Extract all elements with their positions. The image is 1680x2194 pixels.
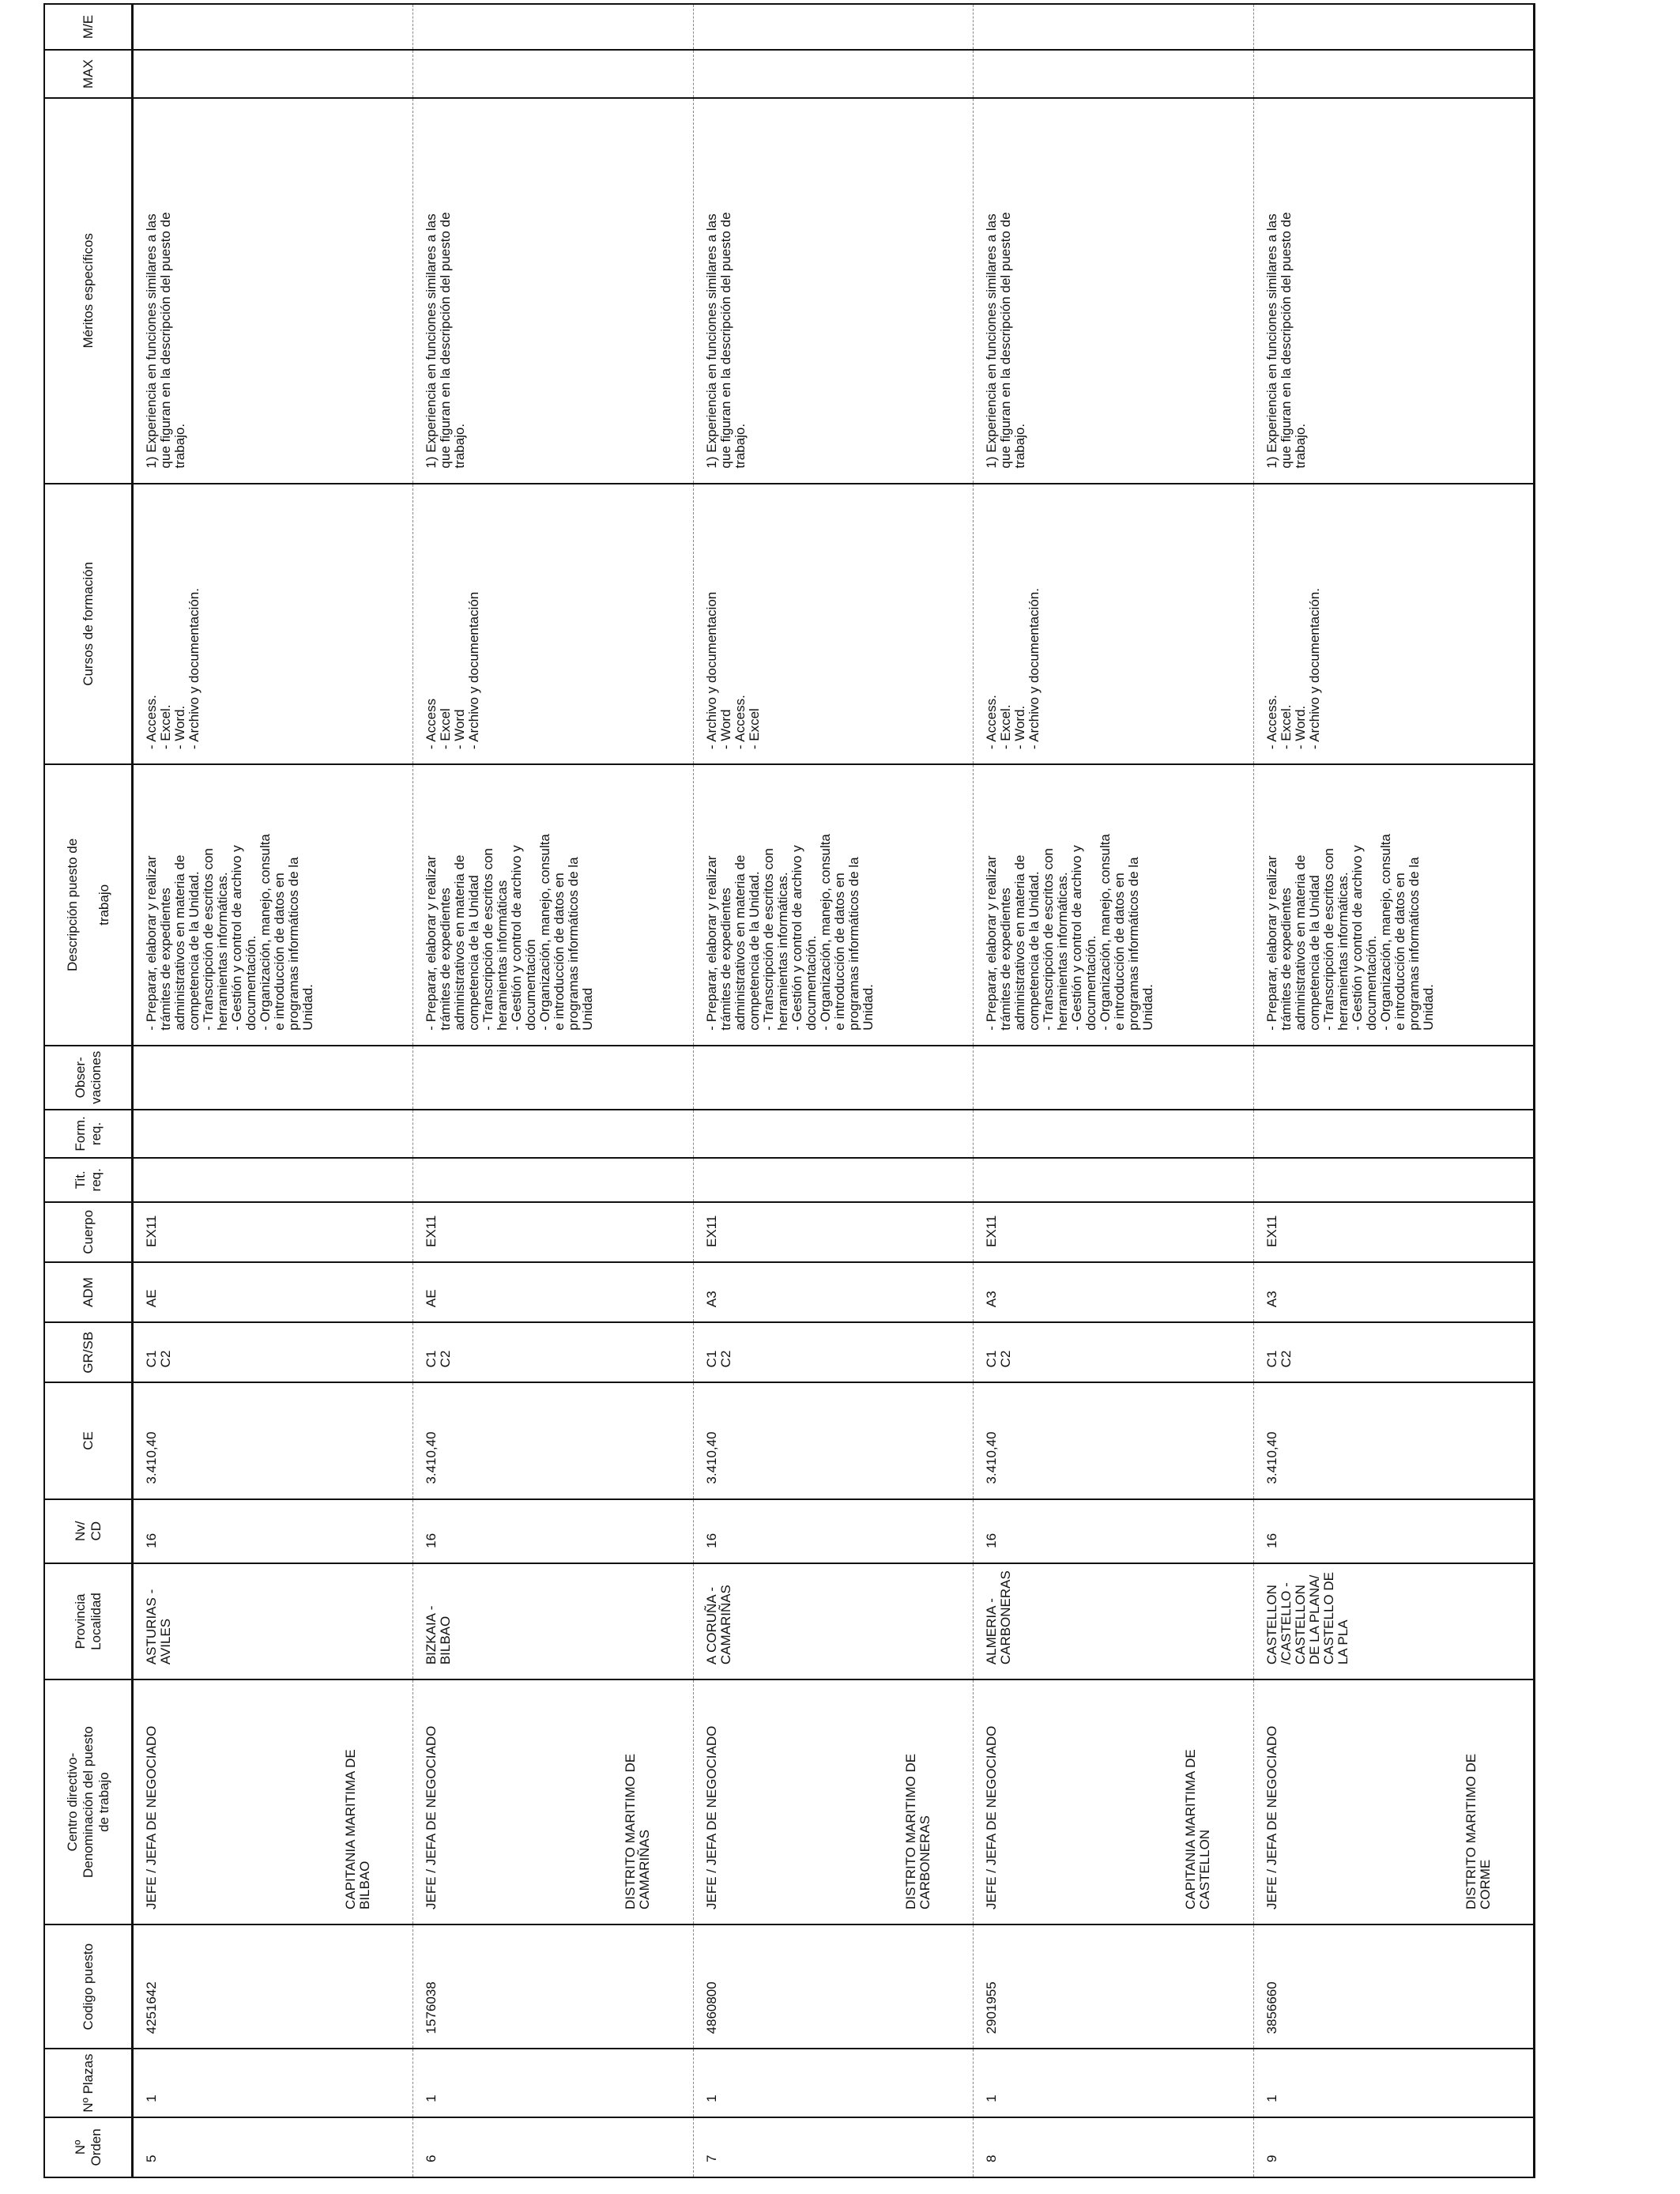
header-observaciones: Obser- vaciones	[44, 1046, 133, 1110]
cell-centro	[974, 1679, 1253, 1924]
cell-cursos: - Access - Excel - Word - Archivo y documentación	[413, 484, 693, 765]
cell-me	[974, 4, 1253, 50]
cell-plazas: 1	[133, 2049, 413, 2117]
header-orden: Nº Orden	[44, 2117, 133, 2177]
cell-cursos: - Access. - Excel. - Word. - Archivo y documentación.	[1253, 484, 1535, 765]
cell-grupo: C1 C2	[693, 1322, 973, 1382]
cell-provincia: A CORUÑA - CAMARIÑAS	[693, 1563, 973, 1679]
cell-centro	[133, 1679, 413, 1924]
cell-max	[413, 50, 693, 98]
cell-titulacion	[693, 1158, 973, 1202]
cell-cuerpo: EX11	[133, 1202, 413, 1262]
cell-centro	[413, 1679, 693, 1924]
cell-orden: 6	[413, 2117, 693, 2177]
cell-cursos: - Archivo y documentacion - Word - Access. - Excel	[693, 484, 973, 765]
cell-max	[133, 50, 413, 98]
cell-titulacion	[974, 1158, 1253, 1202]
unidad-name: CAPITANIA MARITIMA DE CASTELLON	[1183, 1749, 1213, 1910]
cell-orden: 9	[1253, 2117, 1535, 2177]
header-nivel: Nv/ CD	[44, 1499, 133, 1563]
header-grupo: GR/SB	[44, 1322, 133, 1382]
header-descripcion: Descripción puesto de trabajo	[44, 764, 133, 1046]
cell-cuerpo: EX11	[693, 1202, 973, 1262]
cell-descripcion: - Preparar, elaborar y realizar trámites de expedientes administrativos en materia de competencia de la Unidad - Transcripción de escritos con herramientas informáticas. - Gestión y control de archivo y documentación. - Organización, manejo, consulta e introducción de datos en programas informáticos de la Unidad.	[1253, 764, 1535, 1046]
header-ce: CE	[44, 1382, 133, 1498]
table-row	[1253, 4, 1535, 2177]
header-formacion: Form. req.	[44, 1110, 133, 1158]
cell-formacion	[133, 1110, 413, 1158]
cell-titulacion	[413, 1158, 693, 1202]
header-plazas: Nº Plazas	[44, 2049, 133, 2117]
cell-me	[693, 4, 973, 50]
cell-formacion	[693, 1110, 973, 1158]
cell-provincia: BIZKAIA - BILBAO	[413, 1563, 693, 1679]
cell-nivel: 16	[133, 1499, 413, 1563]
cell-me	[133, 4, 413, 50]
cell-grupo: C1 C2	[974, 1322, 1253, 1382]
cell-max	[974, 50, 1253, 98]
unidad-name: CAPITANIA MARITIMA DE BILBAO	[343, 1749, 372, 1910]
table-row	[133, 4, 413, 2177]
cell-adm: A3	[693, 1262, 973, 1322]
cell-observaciones	[693, 1046, 973, 1110]
cell-codigo: 4251642	[133, 1924, 413, 2049]
cell-grupo: C1 C2	[1253, 1322, 1535, 1382]
cell-meritos: 1) Experiencia en funciones similares a las que figuran en la descripción del puesto de trabajo.	[133, 98, 413, 484]
header-centro: Centro directivo- Denominación del puesto de trabajo	[44, 1679, 133, 1924]
header-cursos: Cursos de formación	[44, 484, 133, 765]
cell-plazas: 1	[413, 2049, 693, 2117]
cell-meritos: 1) Experiencia en funciones similares a las que figuran en la descripción del puesto de trabajo.	[693, 98, 973, 484]
cell-nivel: 16	[693, 1499, 973, 1563]
unidad-name: DISTRITO MARITIMO DE CARBONERAS	[902, 1753, 932, 1910]
cell-provincia: ASTURIAS - AVILES	[133, 1563, 413, 1679]
cell-cuerpo: EX11	[413, 1202, 693, 1262]
cell-plazas: 1	[693, 2049, 973, 2117]
table-row	[693, 4, 973, 2177]
cell-ce: 3.410,40	[413, 1382, 693, 1498]
unidad-name: DISTRITO MARITIMO DE CORME	[1463, 1753, 1493, 1910]
cell-grupo: C1 C2	[133, 1322, 413, 1382]
cell-observaciones	[413, 1046, 693, 1110]
header-provincia: Provincia Localidad	[44, 1563, 133, 1679]
cell-adm: A3	[974, 1262, 1253, 1322]
cell-formacion	[974, 1110, 1253, 1158]
cell-ce: 3.410,40	[1253, 1382, 1535, 1498]
cell-formacion	[1253, 1110, 1535, 1158]
cell-adm: A3	[1253, 1262, 1535, 1322]
cell-titulacion	[133, 1158, 413, 1202]
cell-ce: 3.410,40	[133, 1382, 413, 1498]
header-me: M/E	[44, 4, 133, 50]
cell-meritos: 1) Experiencia en funciones similares a las que figuran en la descripción del puesto de trabajo.	[974, 98, 1253, 484]
cell-orden: 7	[693, 2117, 973, 2177]
cell-plazas: 1	[1253, 2049, 1535, 2117]
header-adm: ADM	[44, 1262, 133, 1322]
cell-meritos: 1) Experiencia en funciones similares a las que figuran en la descripción del puesto de trabajo.	[413, 98, 693, 484]
cell-observaciones	[133, 1046, 413, 1110]
unidad-name: DISTRITO MARITIMO DE CAMARIÑAS	[623, 1753, 653, 1910]
cell-cursos: - Access. - Excel. - Word. - Archivo y documentación.	[974, 484, 1253, 765]
cell-nivel: 16	[413, 1499, 693, 1563]
cell-orden: 8	[974, 2117, 1253, 2177]
cell-centro	[693, 1679, 973, 1924]
cell-cuerpo: EX11	[1253, 1202, 1535, 1262]
cell-me	[413, 4, 693, 50]
header-meritos: Méritos específicos	[44, 98, 133, 484]
cell-codigo: 3856660	[1253, 1924, 1535, 2049]
header-codigo: Codigo puesto	[44, 1924, 133, 2049]
header-row	[44, 4, 133, 2177]
cell-codigo: 1576038	[413, 1924, 693, 2049]
cell-codigo: 4860800	[693, 1924, 973, 2049]
positions-table	[43, 3, 1535, 2178]
cell-max	[693, 50, 973, 98]
header-max: MAX	[44, 50, 133, 98]
cell-descripcion: - Preparar, elaborar y realizar trámites de expedientes administrativos en materia de competencia de la Unidad. - Transcripción de escritos con herramientas informáticas. - Gestión y control de archivo y documentación. - Organización, manejo, consulta e introducción de datos en programas informáticos de la Unidad.	[974, 764, 1253, 1046]
cell-titulacion	[1253, 1158, 1535, 1202]
cell-descripcion: - Preparar, elaborar y realizar trámites de expedientes administrativos en materia de competencia de la Unidad - Transcripción de escritos con heramientas informáticas - Gestión y control de archivo y documentación - Organización, manejo, consulta e introducción de datos en programas informáticos de la Unidad	[413, 764, 693, 1046]
puesto-name: JEFE / JEFA DE NEGOCIADO	[144, 1725, 159, 1910]
cell-adm: AE	[413, 1262, 693, 1322]
cell-adm: AE	[133, 1262, 413, 1322]
cell-formacion	[413, 1110, 693, 1158]
cell-max	[1253, 50, 1535, 98]
cell-provincia: ALMERIA - CARBONERAS	[974, 1563, 1253, 1679]
cell-ce: 3.410,40	[693, 1382, 973, 1498]
cell-me	[1253, 4, 1535, 50]
cell-plazas: 1	[974, 2049, 1253, 2117]
table-row	[413, 4, 693, 2177]
puesto-name: JEFE / JEFA DE NEGOCIADO	[1264, 1725, 1279, 1910]
header-titulacion: Tit. req.	[44, 1158, 133, 1202]
cell-provincia: CASTELLON /CASTELLO - CASTELLON DE LA PLANA/ CASTELLO DE LA PLA	[1253, 1563, 1535, 1679]
cell-grupo: C1 C2	[413, 1322, 693, 1382]
cell-orden: 5	[133, 2117, 413, 2177]
table-row	[974, 4, 1253, 2177]
header-cuerpo: Cuerpo	[44, 1202, 133, 1262]
cell-observaciones	[974, 1046, 1253, 1110]
cell-descripcion: - Preparar, elaborar y realizar trámites de expedientes administrativos en materia de competencia de la Unidad. - Transcripción de escritos con herramientas informáticas. - Gestión y control de archivo y documentación. - Organización, manejo, consulta e introducción de datos en programas informáticos de la Unidad.	[133, 764, 413, 1046]
puesto-name: JEFE / JEFA DE NEGOCIADO	[703, 1725, 719, 1910]
cell-observaciones	[1253, 1046, 1535, 1110]
cell-ce: 3.410,40	[974, 1382, 1253, 1498]
cell-nivel: 16	[1253, 1499, 1535, 1563]
cell-cursos: - Access. - Excel. - Word. - Archivo y documentación.	[133, 484, 413, 765]
puesto-name: JEFE / JEFA DE NEGOCIADO	[424, 1725, 439, 1910]
cell-centro	[1253, 1679, 1535, 1924]
cell-nivel: 16	[974, 1499, 1253, 1563]
cell-codigo: 2901955	[974, 1924, 1253, 2049]
cell-meritos: 1) Experiencia en funciones similares a las que figuran en la descripción del puesto de trabajo.	[1253, 98, 1535, 484]
cell-cuerpo: EX11	[974, 1202, 1253, 1262]
cell-descripcion: - Preparar, elaborar y realizar trámites de expedientes administrativos en materia de competencia de la Unidad. - Transcripción de escritos con herramientas informáticas. - Gestión y control de archivo y documentación. - Organización, manejo, consulta e introducción de datos en programas informáticos de la Unidad.	[693, 764, 973, 1046]
puesto-name: JEFE / JEFA DE NEGOCIADO	[984, 1725, 1000, 1910]
